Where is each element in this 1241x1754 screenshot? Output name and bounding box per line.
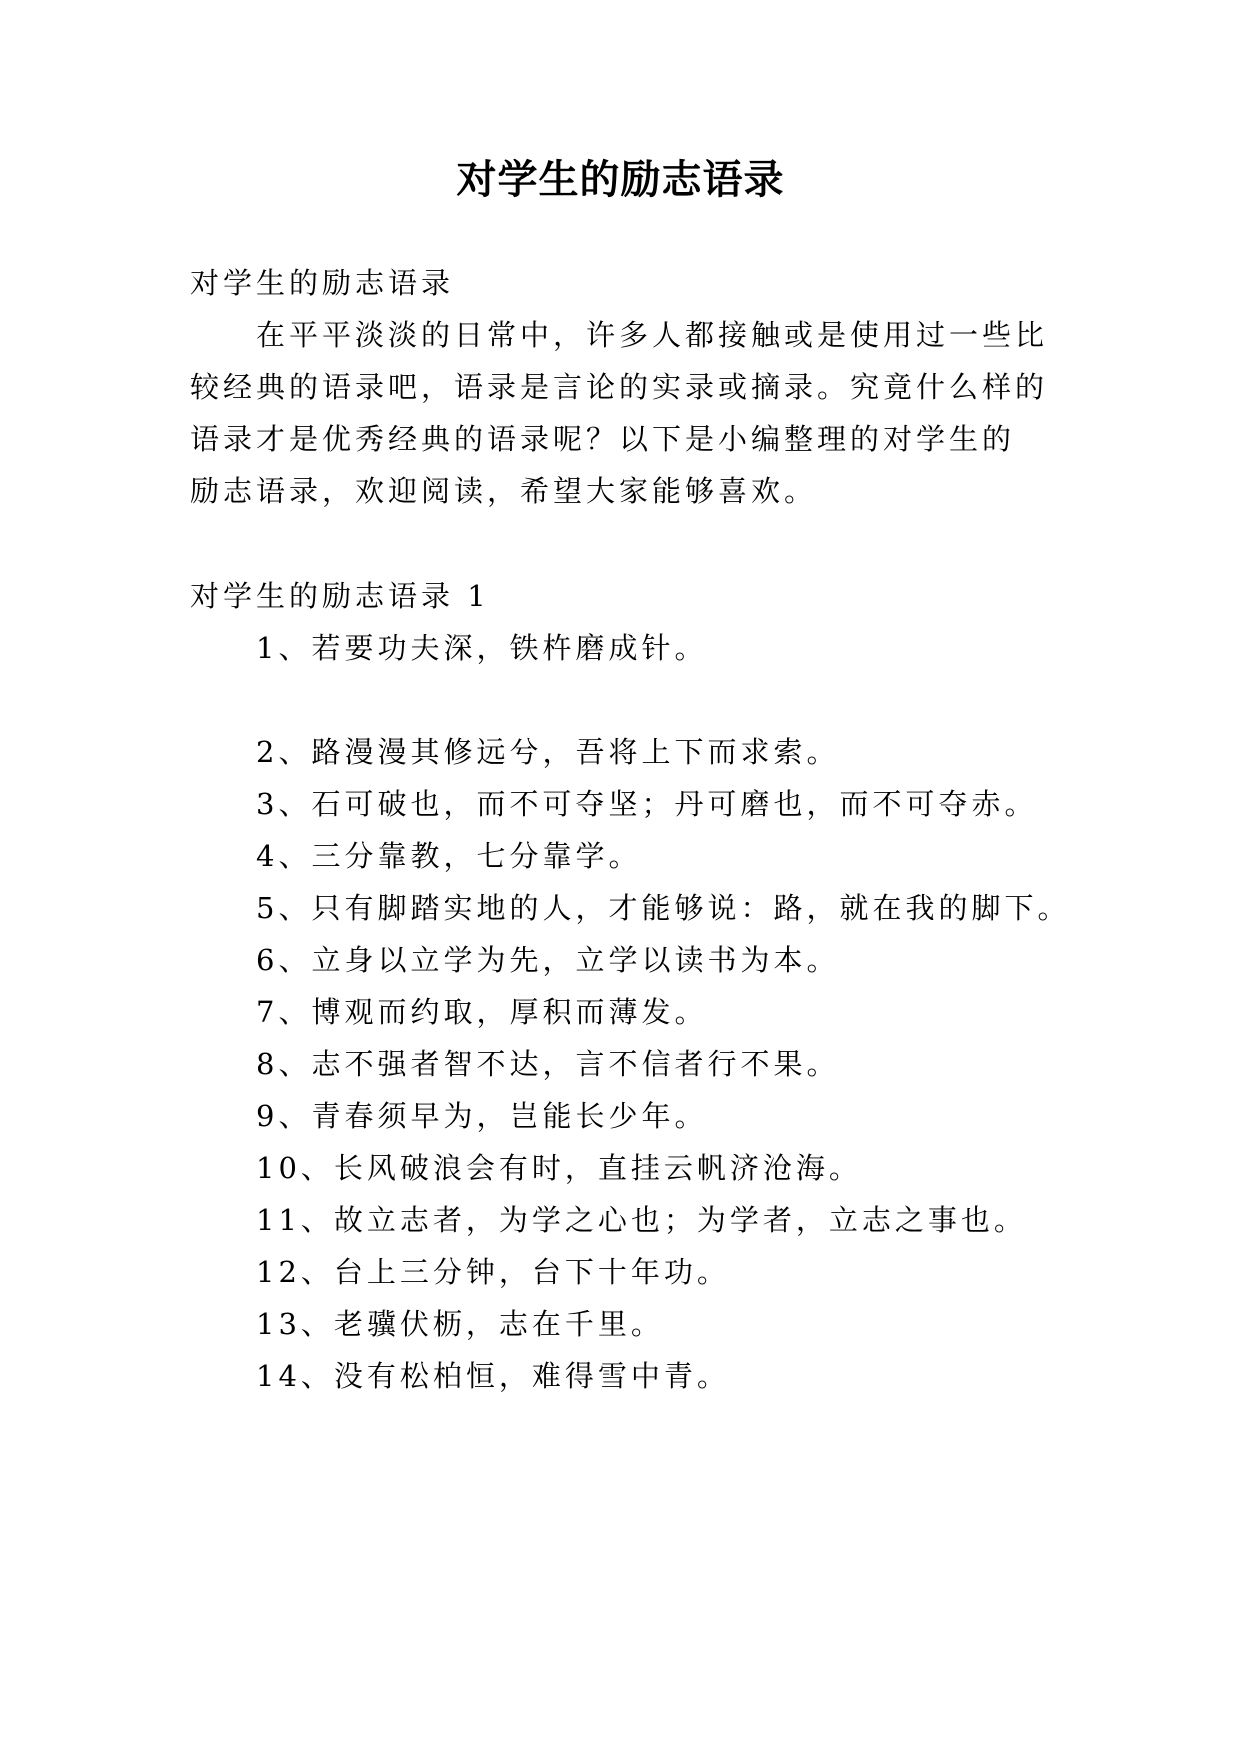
subtitle: 对学生的励志语录: [190, 266, 455, 300]
intro-line-2: 较经典的语录吧，语录是言论的实录或摘录。究竟什么样的: [190, 370, 1049, 404]
quote-item: 3、石可破也，而不可夺坚；丹可磨也，而不可夺赤。: [256, 787, 1038, 821]
quote-item: 6、立身以立学为先，立学以读书为本。: [256, 943, 840, 977]
quote-item: 5、只有脚踏实地的人，才能够说：路，就在我的脚下。: [256, 891, 1071, 925]
section-heading: 对学生的励志语录 1: [190, 579, 490, 613]
quote-item: 1、若要功夫深，铁杵磨成针。: [256, 631, 708, 665]
quote-item: 7、博观而约取，厚积而薄发。: [256, 995, 708, 1029]
quote-item: 4、三分靠教，七分靠学。: [256, 839, 642, 873]
intro-line-3: 语录才是优秀经典的语录呢？以下是小编整理的对学生的: [190, 422, 1016, 456]
quote-item: 2、路漫漫其修远兮，吾将上下而求索。: [256, 735, 840, 769]
document-title: 对学生的励志语录: [456, 157, 785, 203]
quote-item: 12、台上三分钟，台下十年功。: [256, 1255, 730, 1289]
quote-item: 13、老骥伏枥，志在千里。: [256, 1307, 664, 1341]
intro-line-4: 励志语录，欢迎阅读，希望大家能够喜欢。: [190, 474, 818, 508]
intro-line-1: 在平平淡淡的日常中，许多人都接触或是使用过一些比: [256, 318, 1049, 352]
quote-item: 9、青春须早为，岂能长少年。: [256, 1099, 708, 1133]
quote-item: 14、没有松柏恒，难得雪中青。: [256, 1359, 730, 1393]
quote-item: 8、志不强者智不达，言不信者行不果。: [256, 1047, 840, 1081]
quote-item: 11、故立志者，为学之心也；为学者，立志之事也。: [256, 1203, 1027, 1237]
quote-item: 10、长风破浪会有时，直挂云帆济沧海。: [256, 1151, 862, 1185]
